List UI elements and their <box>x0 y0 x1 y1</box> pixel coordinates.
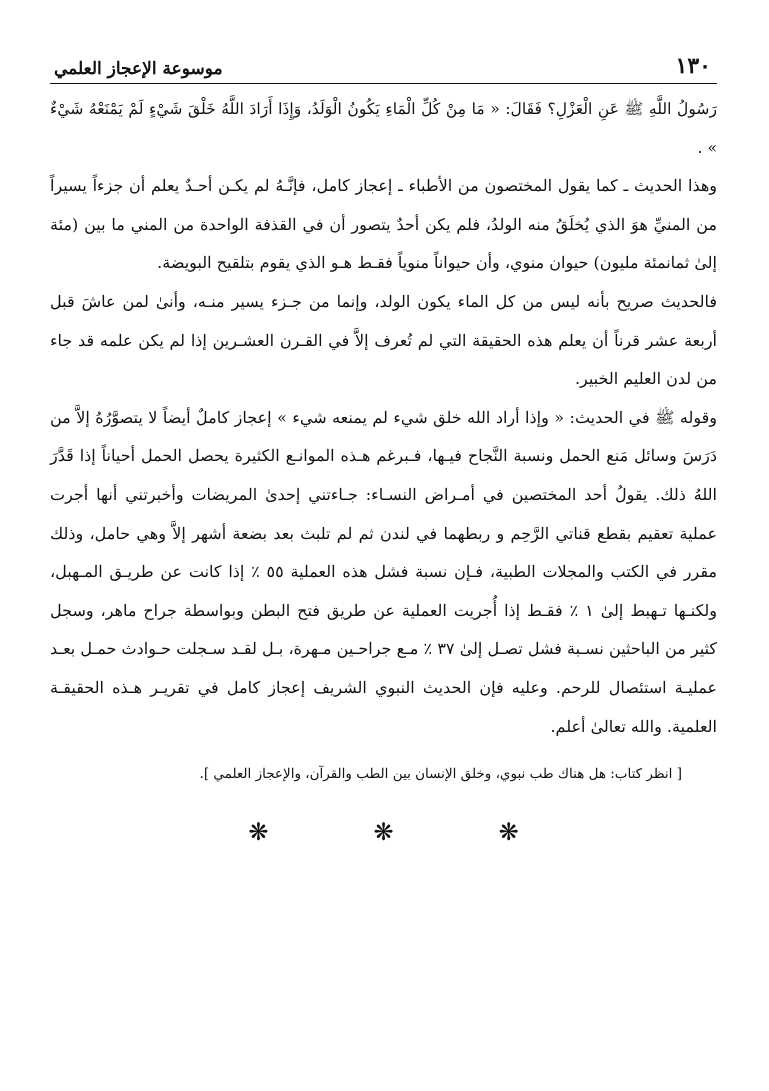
commentary-paragraph-2: فالحديث صريح بأنه ليس من كل الماء يكون الولد، وإنما من جـزء يسير منـه، وأنىٰ لمن عاشَ قبل أربعة عشر قرناً أن يعلم هذه الحقيقة التي لم تُعرف إلاَّ في القـرن العشـرين إذا لم يكن علمه قد جاء من لدن العليم الخبير. <box>50 291 718 389</box>
page-body <box>50 90 717 746</box>
ornament-star-icon: ❋ <box>373 818 394 847</box>
page <box>50 40 718 847</box>
section-ornament <box>50 818 717 847</box>
ornament-star-icon: ❋ <box>248 818 269 847</box>
commentary-paragraph-3: وقوله ﷺ في الحديث: « وإذا أراد الله خلق شيء لم يمنعه شيء » إعجاز كاملٌ أيضاً لا يتصوَّرُهُ إلاَّ من دَرَسَ وسائل مَنع الحمل ونسبة النَّجاح فيـها، فـبرغم هـذه الموانـع الكثيرة يحصل الحمل أحياناً إذا قَدَّرَ اللهُ ذلك. يقولُ أحد المختصين في أمـراض النسـاء: جـاءتني إحدىٰ المريضات وأخبرتني أنها أجرت عملية تعقيم بقطع قناتي الرَّحِم و ربطهما في لندن ثم لم تلبث بعد بضعة أشهر إلاَّ وهي حامل، وذلك مقرر في الكتب والمجلات الطبية، فـإن نسبة فشل هذه العملية ٥٥ ٪ إذا كانت عن طريـق المـهبل، ولكنـها تـهبط إلىٰ ١ ٪ فقـط إذا أُجريت العملية عن طريق فتح البطن وبواسطة جراح ماهر، وسجل كثير من الباحثين نسـبة فشل تصـل إلىٰ ٣٧ ٪ مـع جراحـين مـهرة، بـل لقـد سـجلت حـوادث حمـل بعـد عمليـة استئصال للرحم. وعليه فإن الحديث النبوي الشريف إعجاز كامل في تقريـر هـذه الحقيقـة العلمية. والله تعالىٰ أعلم. <box>50 407 718 736</box>
reference-note: [ انظر كتاب: هل هناك طب نبوي، وخلق الإنسان بين الطب والقرآن، والإعجاز العلمي ]. <box>199 766 682 783</box>
ornament-star-icon: ❋ <box>498 818 519 847</box>
running-title: موسوعة الإعجاز العلمي <box>54 59 223 79</box>
page-number: ١٣٠ <box>675 53 711 79</box>
commentary-paragraph-1: وهذا الحديث ـ كما يقول المختصون من الأطباء ـ إعجاز كامل، فإنَّـهُ لم يكـن أحـدٌ يعلم أن جزءاً يسيراً من المنيِّ هوَ الذي يُخلَقُ منه الولدُ، فلم يكن أحدٌ يتصور أن في القذفة الواحدة من المني ما بين (مئة إلىٰ ثمانمئة مليون) حيوان منوي، وأن حيواناً منوياً فقـط هـو الذي يقوم بتلقيح البويضة. <box>50 176 717 273</box>
hadith-quote-paragraph: رَسُولُ اللَّهِ ﷺ عَنِ الْعَزْلِ؟ فَقَالَ: « مَا مِنْ كُلِّ الْمَاءِ يَكُونُ الْوَلَدُ، وَإِذَا أَرَادَ اللَّهُ خَلْقَ شَيْءٍ لَمْ يَمْنَعْهُ شَيْءٌ » . <box>50 100 717 157</box>
page-header <box>50 40 717 84</box>
